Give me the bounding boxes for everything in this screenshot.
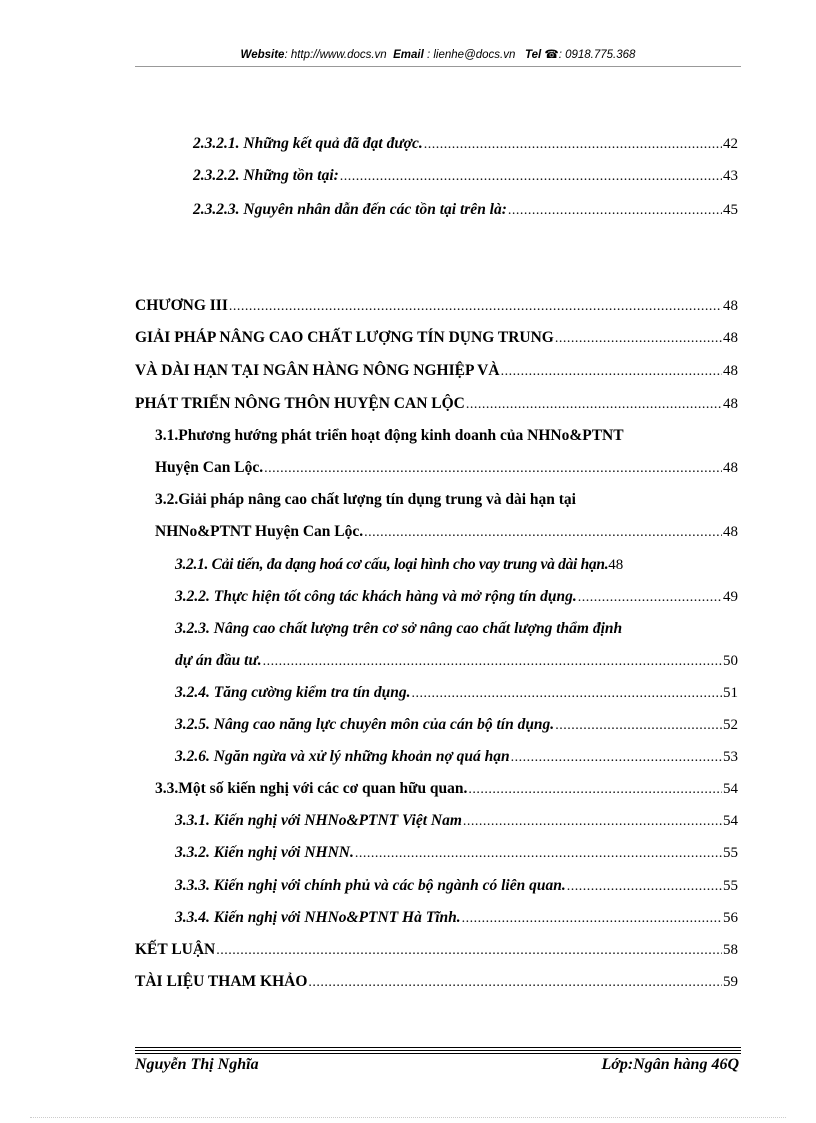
toc-entry-title: 3.2.1. Cải tiến, đa dạng hoá cơ cấu, loại hình cho vay trung và dài hạn. bbox=[175, 556, 609, 573]
toc-entry-page: 48 bbox=[723, 363, 738, 379]
toc-entry-page: 48 bbox=[608, 557, 624, 573]
toc-entry-title: dự án đầu tư. bbox=[175, 652, 262, 669]
toc-entry-page: 59 bbox=[723, 974, 738, 990]
toc-entry-page: 53 bbox=[723, 749, 738, 765]
toc-entry-title: 2.3.2.2. Những tồn tại: bbox=[193, 167, 339, 184]
toc-entry-page: 48 bbox=[723, 396, 738, 412]
toc-entry[interactable] bbox=[175, 908, 738, 929]
toc-entry-page: 50 bbox=[723, 653, 738, 669]
toc-entry-title: VÀ DÀI HẠN TẠI NGÂN HÀNG NÔNG NGHIỆP VÀ bbox=[135, 362, 500, 379]
toc-leader bbox=[355, 844, 722, 864]
toc-entry-page: 55 bbox=[723, 845, 738, 861]
toc-entry-title: 3.2.5. Nâng cao năng lực chuyên môn của cán bộ tín dụng. bbox=[175, 716, 555, 733]
toc-entry[interactable] bbox=[193, 134, 738, 155]
toc-leader bbox=[511, 748, 722, 768]
toc-leader bbox=[466, 395, 722, 415]
toc-leader bbox=[578, 588, 722, 608]
footer-divider bbox=[135, 1050, 741, 1051]
toc-leader bbox=[462, 909, 722, 929]
toc-leader bbox=[555, 329, 722, 349]
toc-leader bbox=[508, 201, 722, 221]
toc-entry-page: 54 bbox=[723, 813, 738, 829]
toc-entry[interactable] bbox=[135, 328, 738, 349]
toc-entry-title: 2.3.2.3. Nguyên nhân dẫn đến các tồn tại trên là: bbox=[193, 201, 507, 218]
email-label: Email bbox=[393, 49, 424, 61]
toc-leader bbox=[263, 652, 722, 672]
toc-leader bbox=[412, 684, 723, 704]
toc-entry-page: 58 bbox=[723, 942, 738, 958]
toc-leader bbox=[424, 135, 722, 155]
toc-entry-title: GIẢI PHÁP NÂNG CAO CHẤT LƯỢNG TÍN DỤNG TRUNG bbox=[135, 329, 554, 346]
toc-leader bbox=[216, 941, 722, 961]
toc-leader bbox=[364, 523, 722, 543]
toc-entry-title: 3.3.2. Kiến nghị với NHNN. bbox=[175, 844, 354, 861]
footer-author: Nguyễn Thị Nghĩa bbox=[135, 1056, 259, 1073]
tel-label: Tel bbox=[524, 49, 542, 61]
toc-entry[interactable] bbox=[175, 651, 738, 672]
website-label: Website bbox=[240, 49, 285, 61]
toc-entry-title-line1: 3.1.Phương hướng phát triển hoạt động kinh doanh của NHNo&PTNT bbox=[155, 427, 624, 444]
website-value: : http://www.docs.vn bbox=[284, 49, 387, 61]
toc-entry[interactable] bbox=[175, 715, 738, 736]
toc-entry-title: 3.3.Một số kiến nghị với các cơ quan hữu quan. bbox=[155, 780, 468, 797]
toc-entry[interactable] bbox=[175, 587, 738, 608]
toc-leader bbox=[308, 973, 722, 993]
toc-entry-title: NHNo&PTNT Huyện Can Lộc. bbox=[155, 523, 364, 540]
toc-entry[interactable] bbox=[175, 843, 738, 864]
toc-entry-page: 49 bbox=[723, 589, 738, 605]
toc-leader bbox=[567, 877, 722, 897]
footer-divider bbox=[135, 1053, 741, 1054]
footer-class: Lớp:Ngân hàng 46Q bbox=[601, 1056, 739, 1073]
toc-entry-page: 43 bbox=[723, 168, 738, 184]
toc-entry-page: 48 bbox=[723, 330, 738, 346]
toc-entry-title: CHƯƠNG III bbox=[135, 297, 228, 314]
toc-entry[interactable] bbox=[175, 555, 738, 575]
toc-entry-page: 55 bbox=[723, 878, 738, 894]
toc-entry[interactable] bbox=[135, 361, 738, 382]
toc-entry-page: 45 bbox=[723, 202, 738, 218]
toc-entry-page: 48 bbox=[723, 524, 738, 540]
toc-entry[interactable] bbox=[175, 683, 738, 704]
toc-leader bbox=[229, 297, 722, 317]
toc-entry[interactable] bbox=[175, 811, 738, 832]
toc-leader bbox=[264, 459, 722, 479]
toc-entry-page: 52 bbox=[723, 717, 738, 733]
toc-entry-title: 3.2.4. Tăng cường kiểm tra tín dụng. bbox=[175, 684, 411, 701]
toc-entry-title: Huyện Can Lộc. bbox=[155, 459, 264, 476]
toc-entry-title: 3.3.1. Kiến nghị với NHNo&PTNT Việt Nam bbox=[175, 812, 462, 829]
email-value: : lienhe@docs.vn bbox=[426, 49, 516, 61]
phone-icon: ☎ bbox=[544, 49, 559, 61]
toc-entry[interactable] bbox=[135, 394, 738, 415]
toc-entry-page: 56 bbox=[723, 910, 738, 926]
toc-leader bbox=[340, 167, 722, 187]
toc-entry-title: 3.3.3. Kiến nghị với chính phủ và các bộ ngành có liên quan. bbox=[175, 877, 566, 894]
toc-entry-title: 3.2.6. Ngăn ngừa và xử lý những khoản nợ quá hạn bbox=[175, 748, 510, 765]
toc-entry-title-line1: 3.2.3. Nâng cao chất lượng trên cơ sở nâng cao chất lượng thẩm định bbox=[175, 620, 623, 637]
toc-entry-title: 2.3.2.1. Những kết quả đã đạt được. bbox=[193, 135, 423, 152]
toc-leader bbox=[468, 780, 722, 800]
toc-entry-title: TÀI LIỆU THAM KHẢO bbox=[135, 973, 308, 990]
toc-entry[interactable] bbox=[193, 166, 738, 187]
toc-entry[interactable] bbox=[193, 200, 738, 221]
toc-entry[interactable] bbox=[175, 747, 738, 768]
toc-entry-page: 42 bbox=[723, 136, 738, 152]
toc-entry-title: 3.3.4. Kiến nghị với NHNo&PTNT Hà Tĩnh. bbox=[175, 909, 461, 926]
page-header bbox=[135, 47, 741, 61]
toc-entry[interactable] bbox=[135, 972, 738, 993]
toc-entry-page: 48 bbox=[723, 460, 738, 476]
toc-entry-title-line1: 3.2.Giải pháp nâng cao chất lượng tín dụng trung và dài hạn tại bbox=[155, 491, 576, 508]
toc-entry-title: 3.2.2. Thực hiện tốt công tác khách hàng và mở rộng tín dụng. bbox=[175, 588, 577, 605]
footer-divider bbox=[135, 1047, 741, 1048]
page-bottom-border bbox=[30, 1117, 786, 1118]
toc-entry[interactable] bbox=[155, 458, 738, 479]
toc-leader bbox=[463, 812, 722, 832]
toc-leader bbox=[555, 716, 722, 736]
toc-entry[interactable] bbox=[155, 779, 738, 800]
toc-entry[interactable] bbox=[155, 522, 738, 543]
toc-entry-page: 51 bbox=[723, 685, 738, 701]
toc-entry-title: KẾT LUẬN bbox=[135, 941, 216, 958]
toc-entry-page: 48 bbox=[723, 298, 738, 314]
toc-entry[interactable] bbox=[135, 296, 738, 317]
toc-entry-title: PHÁT TRIỂN NÔNG THÔN HUYỆN CAN LỘC bbox=[135, 395, 465, 412]
header-divider bbox=[135, 66, 741, 67]
toc-entry[interactable] bbox=[135, 940, 738, 961]
toc-entry[interactable] bbox=[175, 876, 738, 897]
tel-value: : 0918.775.368 bbox=[558, 49, 636, 61]
toc-leader bbox=[501, 362, 722, 382]
toc-entry-page: 54 bbox=[723, 781, 738, 797]
